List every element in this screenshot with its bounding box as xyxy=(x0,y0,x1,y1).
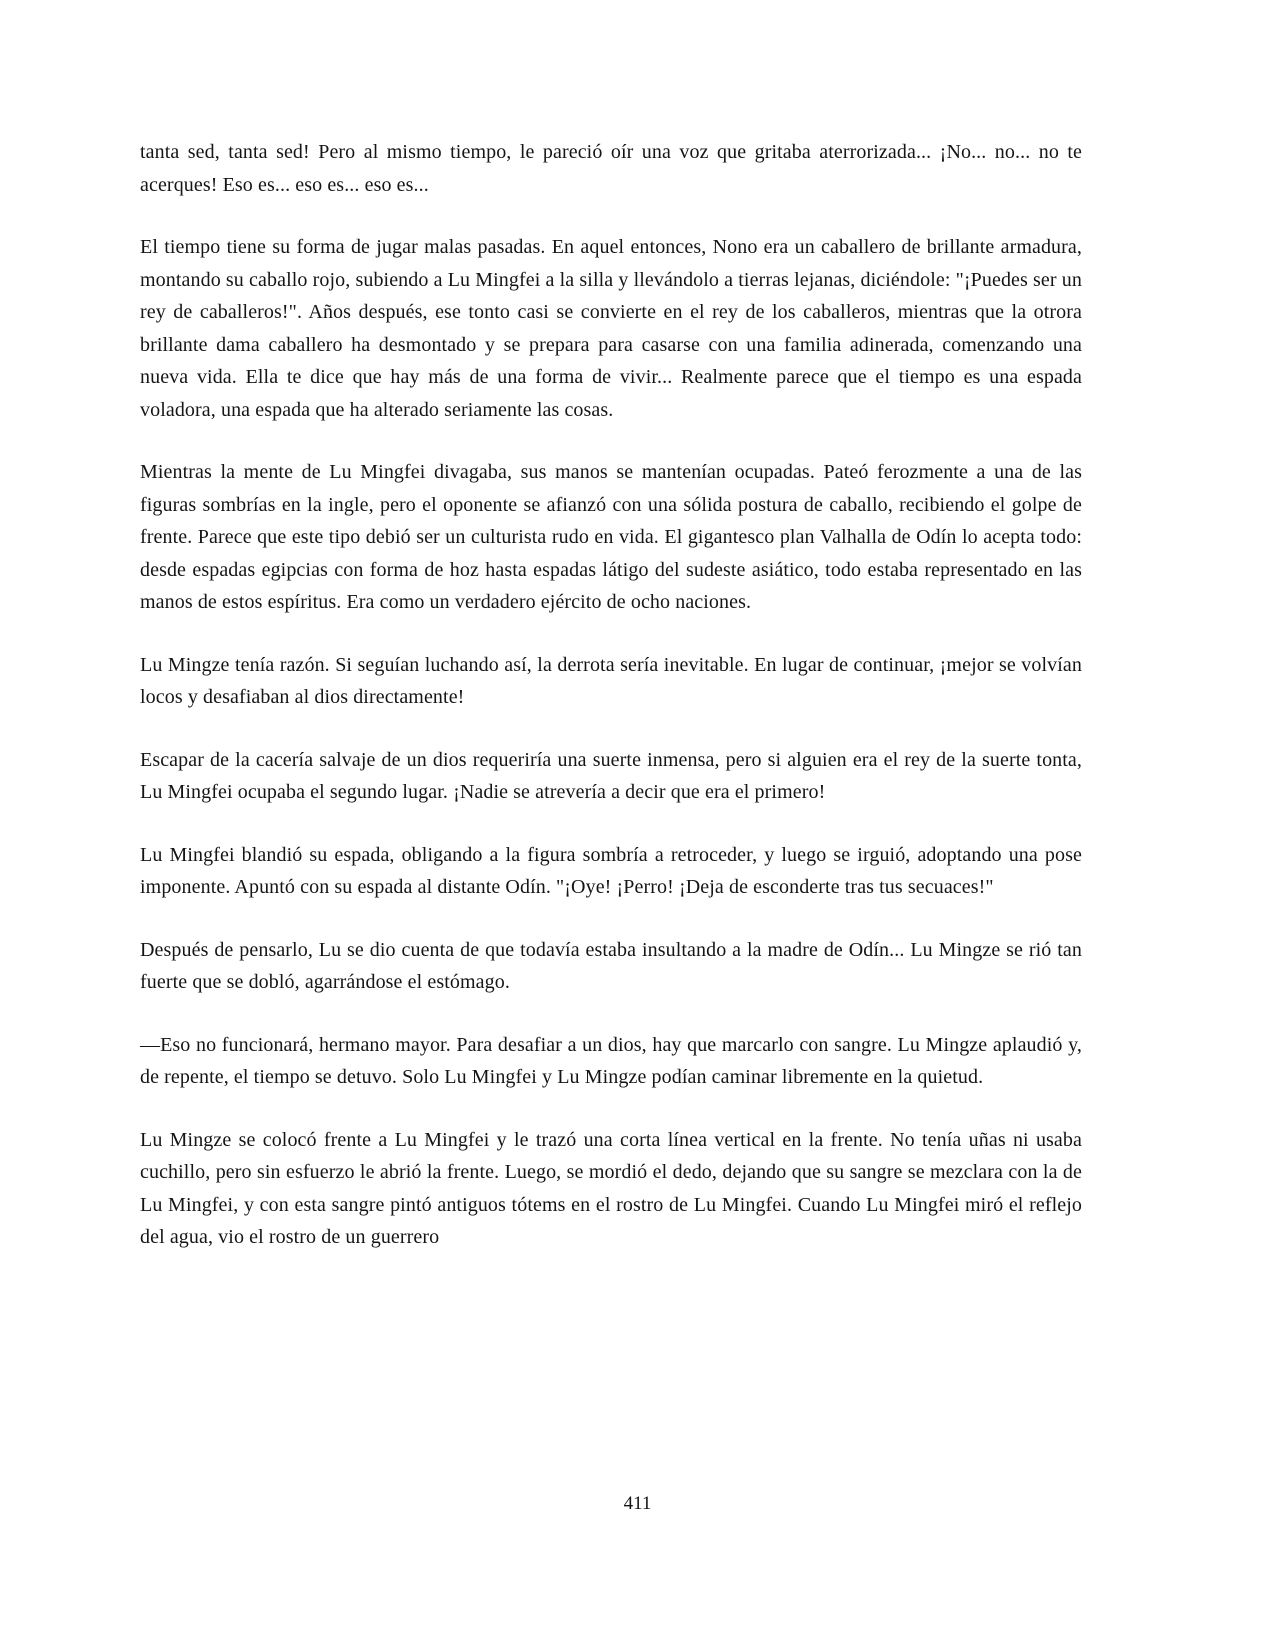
paragraph: Lu Mingfei blandió su espada, obligando a la figura sombría a retroceder, y luego se irguió, adoptando una pose imponente. Apuntó con su espada al distante Odín. "¡Oye! ¡Perro! ¡Deja de esconderte tras tus secuaces!" xyxy=(140,843,1082,898)
page-text-block xyxy=(140,136,1082,1254)
paragraph: El tiempo tiene su forma de jugar malas pasadas. En aquel entonces, Nono era un caballero de brillante armadura, montando su caballo rojo, subiendo a Lu Mingfei a la silla y llevándolo a tierras lejanas, diciéndole: "¡Puedes ser un rey de caballeros!". Años después, ese tonto casi se convierte en el rey de los caballeros, mientras que la otrora brillante dama caballero ha desmontado y se prepara para casarse con una familia adinerada, comenzando una nueva vida. Ella te dice que hay más de una forma de vivir... Realmente parece que el tiempo es una espada voladora, una espada que ha alterado seriamente las cosas. xyxy=(140,236,1082,421)
paragraph: —Eso no funcionará, hermano mayor. Para desafiar a un dios, hay que marcarlo con sangre. Lu Mingze aplaudió y, de repente, el tiempo se detuvo. Solo Lu Mingfei y Lu Mingze podían caminar libremente en la quietud. xyxy=(140,1033,1082,1088)
paragraph: Mientras la mente de Lu Mingfei divagaba, sus manos se mantenían ocupadas. Pateó ferozmente a una de las figuras sombrías en la ingle, pero el oponente se afianzó con una sólida postura de caballo, recibiendo el golpe de frente. Parece que este tipo debió ser un culturista rudo en vida. El gigantesco plan Valhalla de Odín lo acepta todo: desde espadas egipcias con forma de hoz hasta espadas látigo del sudeste asiático, todo estaba representado en las manos de estos espíritus. Era como un verdadero ejército de ocho naciones. xyxy=(140,461,1082,613)
paragraph: Lu Mingze se colocó frente a Lu Mingfei y le trazó una corta línea vertical en la frente. No tenía uñas ni usaba cuchillo, pero sin esfuerzo le abrió la frente. Luego, se mordió el dedo, dejando que su sangre se mezclara con la de Lu Mingfei, y con esta sangre pintó antiguos tótems en el rostro de Lu Mingfei. Cuando Lu Mingfei miró el reflejo del agua, vio el rostro de un guerrero xyxy=(140,1128,1082,1248)
paragraph: Después de pensarlo, Lu se dio cuenta de que todavía estaba insultando a la madre de Odín... Lu Mingze se rió tan fuerte que se dobló, agarrándose el estómago. xyxy=(140,938,1082,993)
page-number: 411 xyxy=(623,1493,652,1514)
paragraph: Lu Mingze tenía razón. Si seguían luchando así, la derrota sería inevitable. En lugar de continuar, ¡mejor se volvían locos y desafiaban al dios directamente! xyxy=(140,653,1082,708)
paragraph: tanta sed, tanta sed! Pero al mismo tiempo, le pareció oír una voz que gritaba aterrorizada... ¡No... no... no te acerques! Eso es... eso es... eso es... xyxy=(140,141,1082,196)
paragraph: Escapar de la cacería salvaje de un dios requeriría una suerte inmensa, pero si alguien era el rey de la suerte tonta, Lu Mingfei ocupaba el segundo lugar. ¡Nadie se atrevería a decir que era el primero! xyxy=(140,748,1082,803)
